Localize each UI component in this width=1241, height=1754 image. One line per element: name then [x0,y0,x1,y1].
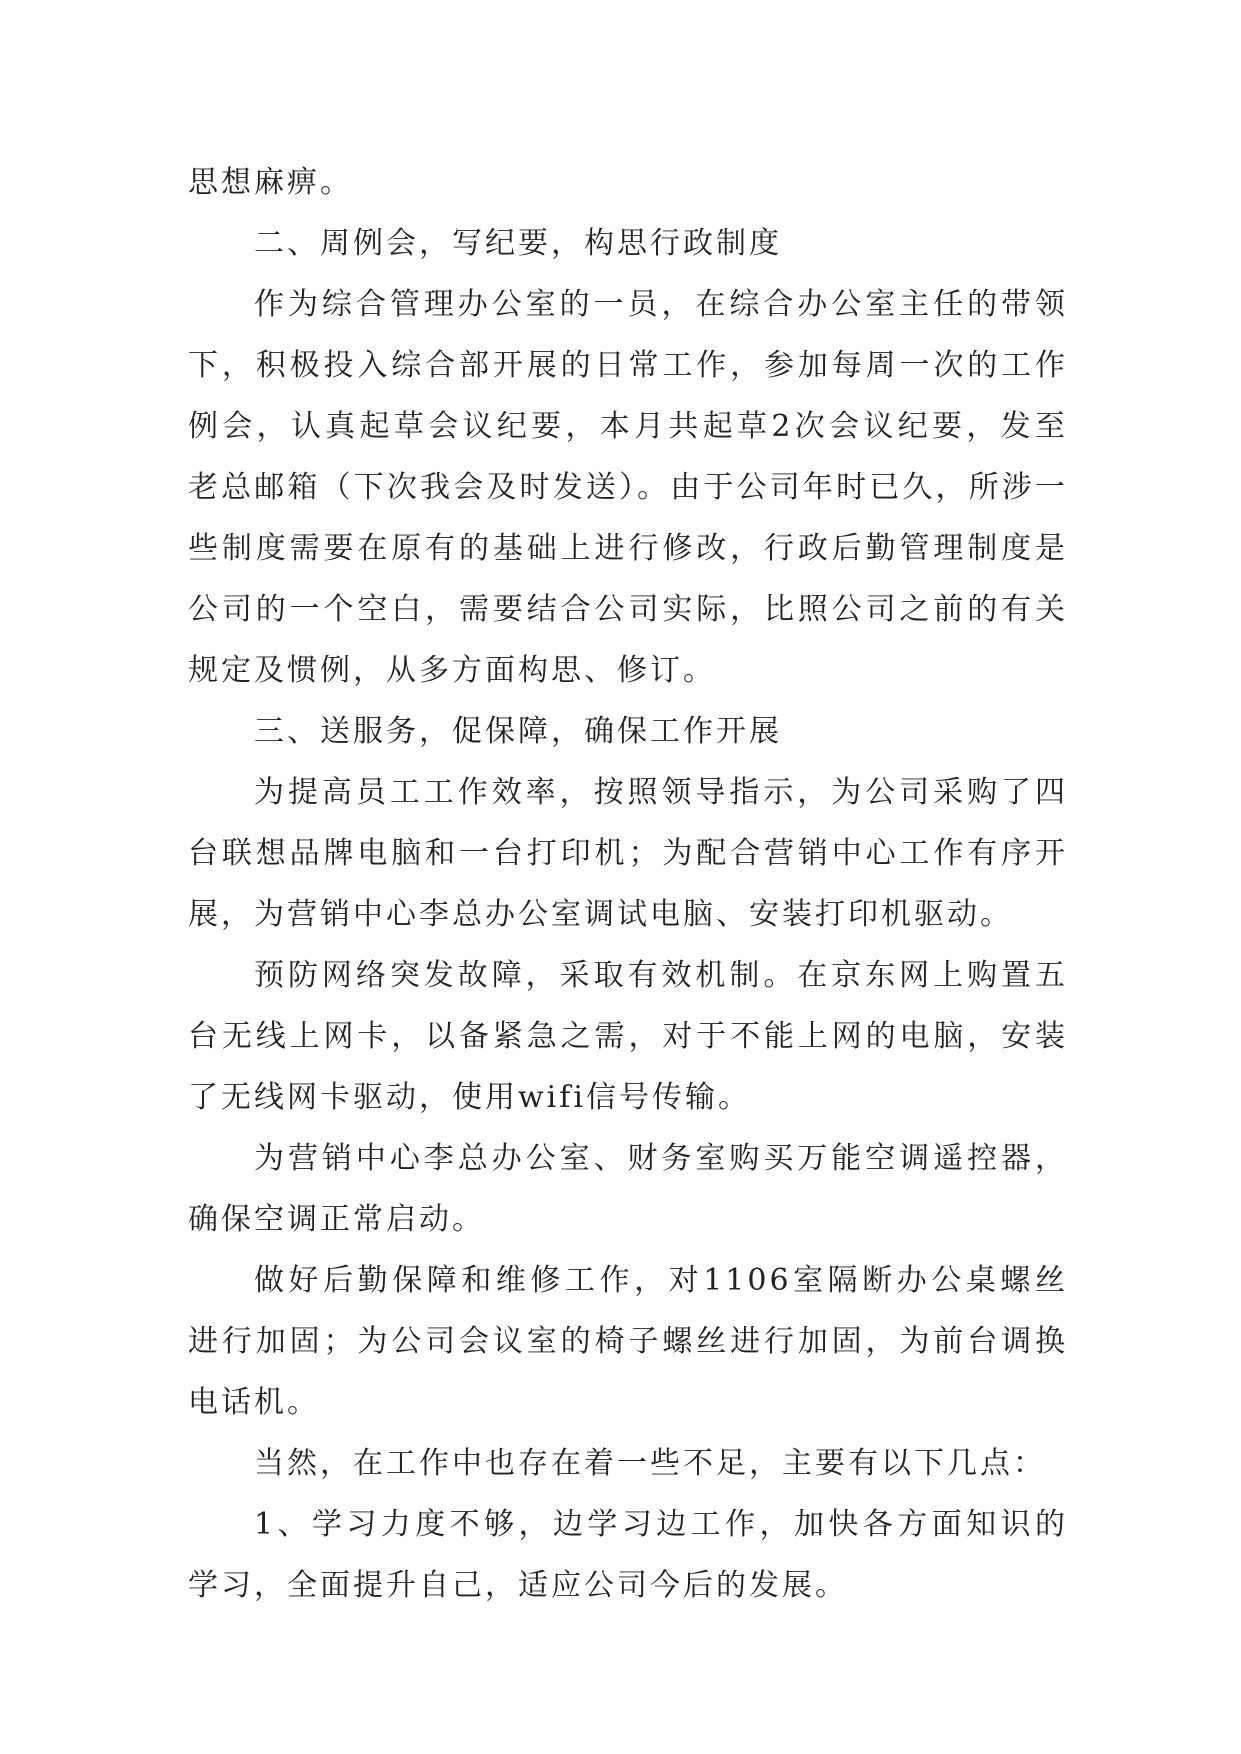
section-heading-2: 二、周例会，写纪要，构思行政制度 [254,226,782,261]
paragraph: 当然，在工作中也存在着一些不足，主要有以下几点： [254,1446,1046,1481]
paragraph: 为营销中心李总办公室、财务室购买万能空调遥控器，确保空调正常启动。 [188,1141,1068,1237]
paragraph: 做好后勤保障和维修工作，对1106室隔断办公桌螺丝进行加固；为公司会议室的椅子螺丝进行加固，为前台调换电话机。 [188,1263,1068,1420]
paragraph: 预防网络突发故障，采取有效机制。在京东网上购置五台无线上网卡，以备紧急之需，对于不能上网的电脑，安装了无线网卡驱动，使用wifi信号传输。 [188,958,1068,1115]
document-page [188,152,1068,1616]
paragraph: 为提高员工工作效率，按照领导指示，为公司采购了四台联想品牌电脑和一台打印机；为配合营销中心工作有序开展，为营销中心李总办公室调试电脑、安装打印机驱动。 [188,775,1068,932]
paragraph: 作为综合管理办公室的一员，在综合办公室主任的带领下，积极投入综合部开展的日常工作，参加每周一次的工作例会，认真起草会议纪要，本月共起草2次会议纪要，发至老总邮箱（下次我会及时发送）。由于公司年时已久，所涉一些制度需要在原有的基础上进行修改，行政后勤管理制度是公司的一个空白，需要结合公司实际，比照公司之前的有关规定及惯例，从多方面构思、修订。 [188,287,1068,688]
paragraph-continuation: 思想麻痹。 [188,165,353,200]
list-item: 1、学习力度不够，边学习边工作，加快各方面知识的学习，全面提升自己，适应公司今后的发展。 [188,1507,1068,1603]
section-heading-3: 三、送服务，促保障，确保工作开展 [254,714,782,749]
